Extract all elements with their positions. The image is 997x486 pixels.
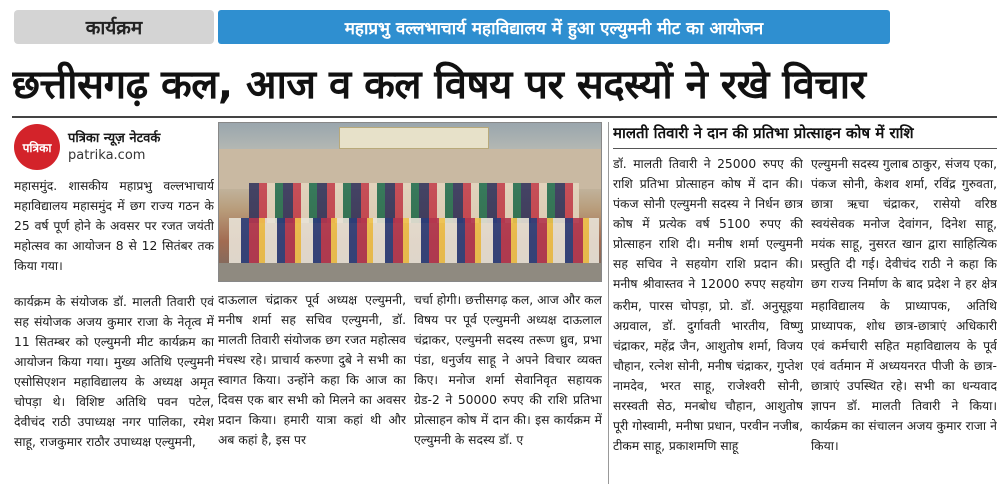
topbar [0,0,997,50]
article-col5-bottom: महाविद्यालय के प्राध्यापक, अतिथि प्राध्यापक, शोध छात्र-छात्राएं अधिकारी एवं कर्मचारी सहित महाविद्यालय के पूर्व एवं वर्तमान में अध्ययनरत पीजी के छात्र-छात्राएं उपस्थित रहे। सभी का धन्यवाद ज्ञापन डॉ. मालती तिवारी ने किया। कार्यक्रम का संचालन अजय कुमार राजा ने किया। [811,299,997,453]
article-col3: चर्चा होगी। छत्तीसगढ़ कल, आज और कल विषय पर पूर्व एल्युमनी अध्यक्ष दाऊलाल चंद्राकर, एल्युमनी सदस्य तरूण ध्रुव, प्रभा पंडा, धनुर्जय साहू ने अपने विचार व्यक्त किए। मनोज शर्मा सेवानिवृत सहायक ग्रेड-2 ने 50000 रुपए की राशि प्रतिभा प्रोत्साहन कोष में दान की। इस कार्यक्रम में एल्युमनी के सदस्य डॉ. ए [414,293,602,447]
article-col1-top: महासमुंद. शासकीय महाप्रभु वल्लभाचार्य महाविद्यालय महासमुंद में छग राज्य गठन के 25 वर्ष पूर्ण होने के अवसर पर रजत जयंती महोत्सव का आयोजन 8 से 12 सितंबर तक किया गया। [14,179,214,273]
section-tag: कार्यक्रम [14,10,214,44]
article-col4-top: डॉ. मालती तिवारी ने 25000 रुपए की राशि प्रतिभा प्रोत्साहन कोष में दान की। पंकज सोनी एल्युमनी सदस्य ने निर्धन छात्र कोष में प्रत्येक वर्ष 5100 रुपए की प्रोत्साहन राशि दी। मनीष शर्मा एल्युमनी सह सचिव ने सहयोग राशि प्रदान की। मनीष श्रीवास्तव ने 12000 रुपए सहयोग [613,157,803,291]
source-block [14,124,219,172]
group-photo [218,122,602,282]
right-headline: मालती तिवारी ने दान की प्रतिभा प्रोत्साहन कोष में राशि [613,123,997,149]
main-headline: छत्तीसगढ़ कल, आज व कल विषय पर सदस्यों ने रखे विचार [12,62,866,108]
source-name: पत्रिका न्यूज़ नेटवर्क [68,131,161,146]
article-col4-bottom: करीम, पारस चोपड़ा, प्रो. डॉ. अनुसूइया अग्रवाल, डॉ. दुर्गावती भारतीय, विष्णु चंद्राकर, महेंद्र जैन, आशुतोष शर्मा, विजय चौहान, रत्नेश सोनी, मनीष चंद्राकर, गुप्तेश नामदेव, भरत साहू, राजेश्वरी सोनी, सरस्वती सेठ, मनबोध चौहान, आशुतोष पूरी गोस्वामी, मनीषा प्रधान, परवीन नजीब, टीकम साहू, प्रकाशमणि साहू [613,299,803,453]
column-divider [608,122,609,484]
headline-rule [12,116,997,118]
headline-band: महाप्रभु वल्लभाचार्य महाविद्यालय में हुआ एल्युमनी मीट का आयोजन [218,10,890,44]
patrika-logo: पत्रिका [14,124,60,170]
article-col2: दाऊलाल चंद्राकर पूर्व अध्यक्ष एल्युमनी, मनीष शर्मा सह सचिव एल्युमनी, डॉ. मालती तिवारी संयोजक छग रजत महोत्सव मंचस्थ रहे। प्राचार्य करुणा दुबे ने सभी का स्वागत किया। उन्होंने कहा कि आज का दिवस एक बार सभी को मिलने का अवसर प्रदान किया। हमारी यात्रा कहां थी और अब कहां है, इस पर [218,293,406,447]
source-url: patrika.com [68,148,146,163]
article-col5-top: एल्युमनी सदस्य गुलाब ठाकुर, संजय एका, पंकज सोनी, केशव शर्मा, रविंद्र गुरुवता, छात्रा ऋचा चंद्राकर, रासेयो वरिष्ठ स्वयंसेवक मनोज देवांगन, दिनेश साहू, मयंक साहू, नुसरत खान द्वारा साहित्यिक प्रस्तुति दी गई। देवीचंद राठी ने कहा कि छग राज्य निर्माण के बाद प्रदेश ने हर क्षेत्र [811,157,997,291]
photo-floor [219,263,602,282]
article-col1-bottom: कार्यक्रम के संयोजक डॉ. मालती तिवारी एवं सह संयोजक अजय कुमार राजा के नेतृत्व में 11 सितम्बर को एल्युमनी मीट कार्यक्रम का आयोजन किया गया। मुख्य अतिथि एल्युमनी एसोसिएशन महाविद्यालय के अध्यक्ष अमृत चोपड़ा थे। विशिष्ट अतिथि पवन पटेल, देवीचंद राठी उपाध्यक्ष नगर पालिका, रमेश साहू, राजकुमार राठौर उपाध्यक्ष एल्युमनी, [14,295,214,449]
photo-crowd-back [249,183,579,223]
photo-crowd-front [229,218,599,263]
photo-banner [339,127,489,149]
